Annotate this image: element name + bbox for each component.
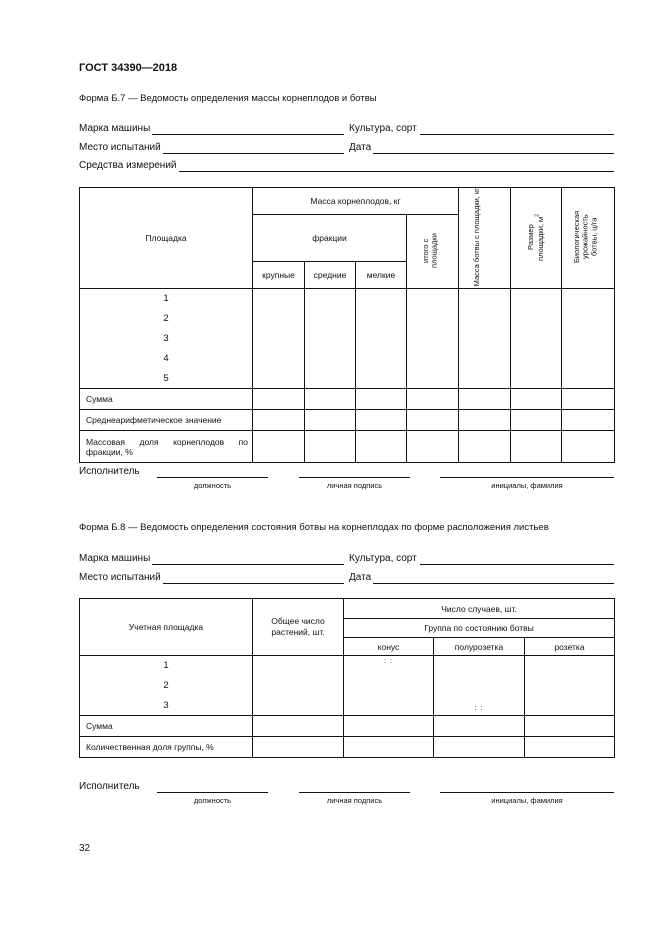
plot-number: 5 xyxy=(163,372,169,384)
data-cell xyxy=(356,389,407,410)
data-cell xyxy=(344,716,434,737)
data-cell xyxy=(356,289,407,389)
executor-label: Исполнитель xyxy=(79,466,140,477)
col-semi-header: полурозетка xyxy=(434,638,525,656)
col-cone-header: конус xyxy=(344,638,434,656)
form-b7-title: Форма Б.7 — Ведомость определения массы корнеплодов и ботвы xyxy=(79,93,377,104)
data-cell xyxy=(253,737,344,758)
page-number: 32 xyxy=(79,843,91,854)
data-cell xyxy=(511,389,562,410)
sum-row-label: Сумма xyxy=(80,716,253,737)
data-cell xyxy=(562,389,615,410)
name-line xyxy=(440,792,614,793)
col-bio-header: Биологическая урожайность ботвы, ц/га xyxy=(562,188,615,289)
instruments-line xyxy=(179,171,614,172)
signature-line xyxy=(299,477,410,478)
col-rosette-header: розетка xyxy=(525,638,615,656)
data-cell xyxy=(511,289,562,389)
data-cell xyxy=(253,289,305,389)
data-cell xyxy=(434,716,525,737)
data-cell xyxy=(434,737,525,758)
share-row-label: Массовая доля корнеплодов по фракции, % xyxy=(80,431,253,463)
date-line xyxy=(373,153,614,154)
date-label: Дата xyxy=(349,142,372,153)
date-line xyxy=(373,583,614,584)
data-cell xyxy=(305,289,356,389)
col-fractions-header: фракции xyxy=(253,215,407,262)
signature-line xyxy=(299,792,410,793)
plot-numbers-cell xyxy=(80,289,253,389)
machine-label: Марка машины xyxy=(79,553,151,564)
plot-numbers-cell xyxy=(80,656,253,716)
col-mass-header: Масса корнеплодов, кг xyxy=(253,188,459,215)
col-small-header: мелкие xyxy=(356,262,407,289)
plot-number: 2 xyxy=(163,679,169,691)
place-line xyxy=(163,153,344,154)
machine-label: Марка машины xyxy=(79,123,151,134)
data-cell xyxy=(305,431,356,463)
data-cell xyxy=(562,431,615,463)
data-cell xyxy=(253,431,305,463)
place-line xyxy=(163,583,344,584)
data-cell xyxy=(407,431,459,463)
position-line xyxy=(157,792,268,793)
data-cell xyxy=(407,289,459,389)
crop-label: Культура, сорт xyxy=(349,553,417,564)
data-cell xyxy=(525,737,615,758)
signature-caption: личная подпись xyxy=(326,796,383,805)
crop-line xyxy=(420,134,614,135)
data-cell xyxy=(253,716,344,737)
data-cell xyxy=(562,410,615,431)
data-cell xyxy=(525,716,615,737)
data-cell xyxy=(253,410,305,431)
name-caption: инициалы, фамилия xyxy=(491,796,563,805)
data-cell xyxy=(525,656,615,716)
col-size-header: Размер площадки, $м^2$ xyxy=(511,188,562,289)
plot-number: 3 xyxy=(163,332,169,344)
data-cell xyxy=(344,737,434,758)
share-row-label: Количественная доля группы, % xyxy=(80,737,253,758)
data-cell xyxy=(305,389,356,410)
col-group-header: Группа по состоянию ботвы xyxy=(344,619,615,638)
data-cell xyxy=(562,289,615,389)
plot-number: 1 xyxy=(163,660,169,671)
instruments-label: Средства измерений xyxy=(79,160,177,171)
data-cell xyxy=(459,389,511,410)
form-b8-title: Форма Б.8 — Ведомость определения состояния ботвы на корнеплодах по форме расположения листьев xyxy=(79,522,549,533)
machine-line xyxy=(152,564,344,565)
sum-row-label: Сумма xyxy=(80,389,253,410)
plot-number: 2 xyxy=(163,313,169,325)
name-caption: инициалы, фамилия xyxy=(491,481,563,490)
signature-caption: личная подпись xyxy=(326,481,383,490)
data-cell xyxy=(253,656,344,716)
col-plot-header: Учетная площадка xyxy=(80,599,253,656)
data-cell xyxy=(344,656,434,716)
data-cell xyxy=(511,410,562,431)
position-line xyxy=(157,477,268,478)
plot-number: 3 xyxy=(163,699,169,711)
machine-line xyxy=(152,134,344,135)
data-cell xyxy=(459,431,511,463)
data-cell xyxy=(356,431,407,463)
place-label: Место испытаний xyxy=(79,572,161,583)
mean-row-label: Среднеарифметическое значение xyxy=(80,410,253,431)
dot-mark: : : xyxy=(474,705,484,713)
col-large-header: крупные xyxy=(253,262,305,289)
data-cell xyxy=(434,656,525,716)
mass-table xyxy=(79,187,615,463)
data-cell xyxy=(511,431,562,463)
plot-number: 4 xyxy=(163,352,169,364)
col-cases-header: Число случаев, шт. xyxy=(344,599,615,619)
data-cell xyxy=(253,389,305,410)
data-cell xyxy=(407,389,459,410)
col-medium-header: средние xyxy=(305,262,356,289)
plot-number: 1 xyxy=(163,293,169,305)
executor-label: Исполнитель xyxy=(79,781,140,792)
name-line xyxy=(440,477,614,478)
data-cell xyxy=(459,289,511,389)
data-cell xyxy=(459,410,511,431)
dot-mark: : : xyxy=(384,658,393,665)
data-cell xyxy=(356,410,407,431)
data-cell xyxy=(305,410,356,431)
place-label: Место испытаний xyxy=(79,142,161,153)
crop-label: Культура, сорт xyxy=(349,123,417,134)
col-total-plants-header: Общее число растений, шт. xyxy=(253,599,344,656)
tops-state-table xyxy=(79,598,615,758)
position-caption: должность xyxy=(193,796,232,805)
crop-line xyxy=(420,564,614,565)
col-total-header: итого с площадки xyxy=(407,215,459,289)
date-label: Дата xyxy=(349,572,372,583)
position-caption: должность xyxy=(193,481,232,490)
data-cell xyxy=(407,410,459,431)
document-header: ГОСТ 34390—2018 xyxy=(79,62,178,74)
col-plot-header: Площадка xyxy=(80,188,253,289)
col-tops-mass-header: Масса ботвы с площадки, кг xyxy=(459,188,511,289)
